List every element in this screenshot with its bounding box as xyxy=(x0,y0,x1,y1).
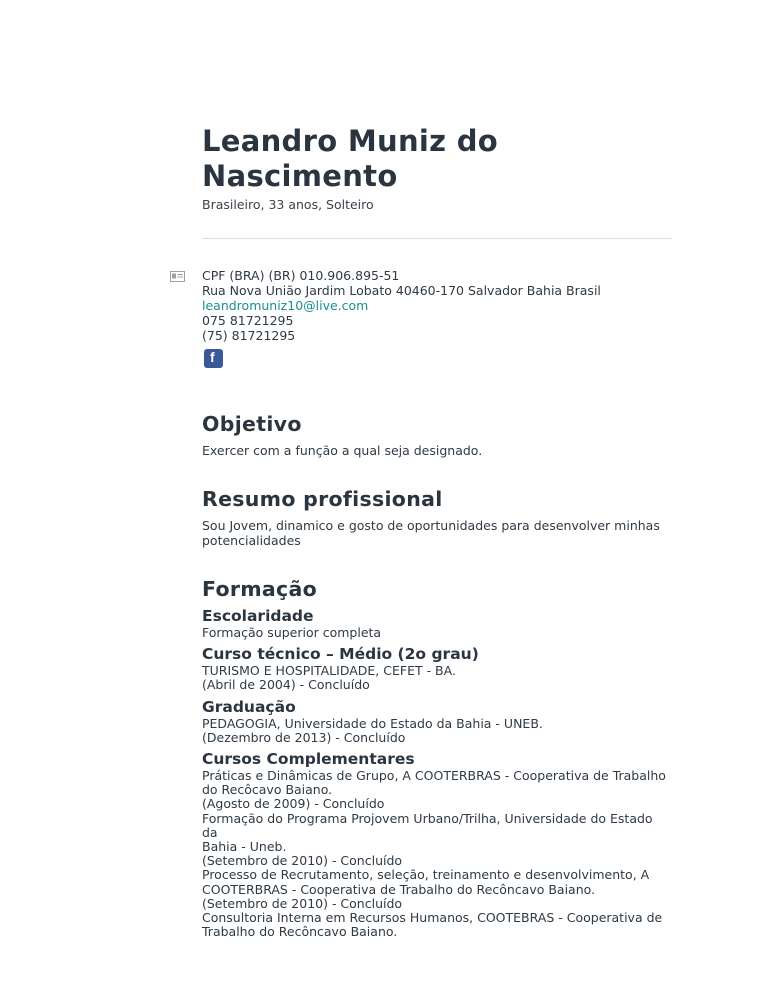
complementares-line: Bahia - Uneb. xyxy=(202,839,287,855)
complementares-line: (Setembro de 2010) - Concluído xyxy=(202,853,403,869)
resumo-line-1: Sou Jovem, dinamico e gosto de oportunidades para desenvolver minhas xyxy=(202,518,660,533)
complementares-line: Práticas e Dinâmicas de Grupo, A COOTERBRAS - Cooperativa de Trabalho xyxy=(202,768,666,784)
complementares-title: Cursos Complementares xyxy=(202,750,415,769)
facebook-icon[interactable]: f xyxy=(204,349,223,368)
complementares-line: Consultoria Interna em Recursos Humanos, COOTEBRAS - Cooperativa de xyxy=(202,910,663,926)
id-card-icon xyxy=(170,271,185,282)
complementares-line: COOTERBRAS - Cooperativa de Trabalho do Recôncavo Baiano. xyxy=(202,881,596,897)
phone-2: (75) 81721295 xyxy=(202,328,296,343)
objetivo-text: Exercer com a função a qual seja designado. xyxy=(202,443,483,458)
resumo-text xyxy=(202,518,672,548)
resumo-title: Resumo profissional xyxy=(202,487,443,511)
graduacao-line-1: PEDAGOGIA, Universidade do Estado da Bahia - UNEB. xyxy=(202,715,543,731)
complementares-line: (Setembro de 2010) - Concluído xyxy=(202,895,403,911)
tecnico-line-1: TURISMO E HOSPITALIDADE, CEFET - BA. xyxy=(202,663,456,679)
escolaridade-title: Escolaridade xyxy=(202,607,314,625)
complementares-line: Processo de Recrutamento, seleção, treinamento e desenvolvimento, A xyxy=(202,867,650,883)
formacao-title: Formação xyxy=(202,577,318,601)
name-line-2: Nascimento xyxy=(202,159,398,193)
cpf-text: CPF (BRA) (BR) 010.906.895-51 xyxy=(202,268,400,283)
formacao-section xyxy=(202,576,672,939)
resume-page xyxy=(202,124,672,939)
complementares-line: Formação do Programa Projovem Urbano/Trilha, Universidade do Estado da xyxy=(202,810,653,840)
complementares-line: (Agosto de 2009) - Concluído xyxy=(202,796,385,812)
complementares-line: Trabalho do Recôncavo Baiano. xyxy=(202,924,398,940)
complementares-line: do Recôcavo Baiano. xyxy=(202,782,333,798)
address-text: Rua Nova União Jardim Lobato 40460-170 Salvador Bahia Brasil xyxy=(202,283,601,298)
tecnico-line-2: (Abril de 2004) - Concluído xyxy=(202,677,370,693)
header-divider xyxy=(202,238,672,239)
resumo-section xyxy=(202,486,672,548)
candidate-name xyxy=(202,124,672,194)
complementares-list xyxy=(202,769,672,939)
resumo-line-2: potencialidades xyxy=(202,533,301,548)
email-link[interactable]: leandromuniz10@live.com xyxy=(202,298,369,313)
tecnico-title: Curso técnico – Médio (2o grau) xyxy=(202,645,479,664)
graduacao-line-2: (Dezembro de 2013) - Concluído xyxy=(202,729,406,745)
objetivo-title: Objetivo xyxy=(202,412,302,436)
contact-block xyxy=(202,268,672,371)
candidate-subtitle: Brasileiro, 33 anos, Solteiro xyxy=(202,197,374,212)
escolaridade-text: Formação superior completa xyxy=(202,625,382,640)
name-line-1: Leandro Muniz do xyxy=(202,124,498,158)
phone-1: 075 81721295 xyxy=(202,313,294,328)
objetivo-section xyxy=(202,411,672,458)
graduacao-title: Graduação xyxy=(202,697,296,716)
